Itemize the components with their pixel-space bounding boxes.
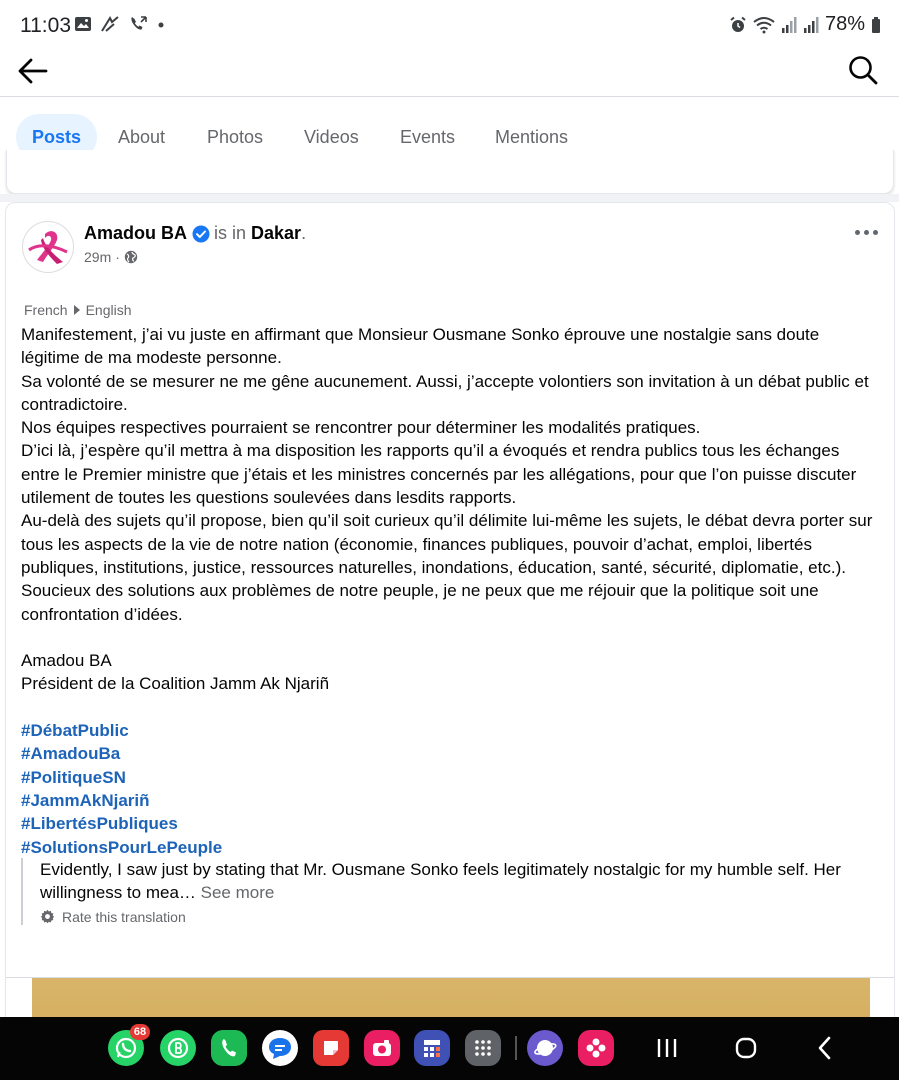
previous-card-edge — [6, 150, 894, 194]
hashtag-link[interactable]: #PolitiqueSN — [21, 767, 126, 787]
post-paragraph: Soucieux des solutions aux problèmes de notre peuple, je ne peux que me réjouir que la politique soit une confrontation d’idées. — [21, 581, 819, 624]
blank-line — [21, 696, 881, 719]
blossom-app-icon[interactable] — [578, 1030, 614, 1066]
phone-icon — [218, 1037, 240, 1059]
rate-translation-button[interactable] — [40, 909, 871, 925]
public-globe-icon — [124, 250, 138, 264]
whatsapp-business-icon — [166, 1036, 190, 1060]
hashtag-link[interactable]: #DébatPublic — [21, 721, 129, 741]
hashtag-link[interactable]: #LibertésPubliques — [21, 814, 178, 834]
phone-call-icon — [128, 15, 148, 33]
system-navigation-bar — [0, 1017, 899, 1080]
translation-languages — [24, 302, 132, 318]
hashtag-link[interactable]: #AmadouBa — [21, 744, 121, 764]
tab-events[interactable]: Events — [400, 127, 456, 147]
signature-name: Amadou BA — [21, 651, 112, 671]
author-avatar[interactable] — [22, 221, 74, 273]
app-drawer-icon[interactable] — [465, 1030, 501, 1066]
post-paragraph: Nos équipes respectives pourraient se rencontrer pour déterminer les modalités pratiques. — [21, 418, 701, 438]
tab-posts[interactable]: Posts — [16, 114, 97, 160]
recent-apps-icon[interactable] — [652, 1033, 682, 1063]
camera-icon — [371, 1038, 393, 1058]
battery-icon — [871, 16, 881, 34]
phone-app-icon[interactable] — [211, 1030, 247, 1066]
see-more-link[interactable]: See more — [200, 883, 275, 903]
post-meta — [84, 249, 138, 265]
status-time: 11:03 — [20, 14, 71, 37]
gallery-icon — [74, 15, 92, 33]
post-paragraph: Sa volonté de se mesurer ne me gêne aucunement. Aussi, j’accepte volontiers son invitation à un débat public et contradictoire. — [21, 371, 869, 414]
back-arrow-icon[interactable] — [16, 54, 50, 88]
signal-icon-1 — [781, 16, 797, 34]
message-bubble-icon — [267, 1036, 293, 1060]
author-line — [84, 223, 306, 244]
app-header — [0, 52, 899, 97]
internet-app-icon[interactable] — [527, 1030, 563, 1066]
notification-badge: 68 — [130, 1024, 150, 1040]
more-options-icon[interactable] — [852, 225, 880, 239]
checkin-text: is in — [214, 223, 247, 243]
blank-line — [21, 626, 881, 649]
translation-text-container — [40, 858, 871, 905]
hashtag-link[interactable]: #SolutionsPourLePeuple — [21, 837, 223, 857]
tab-about[interactable]: About — [118, 127, 166, 147]
notes-app-icon[interactable] — [313, 1030, 349, 1066]
status-system-icons — [729, 13, 881, 36]
whatsapp-icon — [114, 1036, 138, 1060]
back-nav-icon[interactable] — [810, 1033, 840, 1063]
alarm-icon — [729, 16, 747, 34]
signal-icon-2 — [803, 16, 819, 34]
hashtag-link[interactable]: #JammAkNjariñ — [21, 790, 150, 810]
status-notification-icons — [74, 15, 166, 33]
location-period: . — [301, 223, 307, 243]
calculator-app-icon[interactable] — [414, 1030, 450, 1066]
post-time[interactable]: 29m — [84, 249, 112, 265]
planet-icon — [533, 1036, 557, 1060]
post-card — [5, 202, 895, 1032]
pink-ribbon-icon — [23, 222, 74, 273]
battery-percentage: 78% — [824, 13, 865, 35]
signature-title: Président de la Coalition Jamm Ak Njariñ — [21, 674, 330, 694]
calculator-icon — [421, 1037, 443, 1059]
home-icon[interactable] — [731, 1033, 761, 1063]
post-paragraph: Au-delà des sujets qu’il propose, bien qu’il soit curieux qu’il délimite lui-même les sujets, le débat devra porter sur tous les aspects de la vie de notre nation (économie, finances publiques, pouvoir d’achat, emploi, libertés publiques, institutions, justice, ressources naturelles, inondations, éducation, santé, sécurité, diplomatie, etc.). — [21, 511, 873, 577]
tab-photos[interactable]: Photos — [207, 127, 264, 147]
location-link[interactable]: Dakar — [251, 223, 302, 243]
search-icon[interactable] — [847, 54, 879, 86]
source-language: French — [24, 302, 68, 318]
gear-icon — [40, 909, 55, 924]
whatsapp-business-app-icon[interactable] — [160, 1030, 196, 1066]
status-bar — [0, 0, 899, 52]
post-paragraph: D’ici là, j’espère qu’il mettra à ma disposition les rapports qu’il a évoqués et rendra publics tous les échanges entre le Premier ministre que j’étais et les ministres concernés par les allégations, pour que l’on puisse discuter utilement de toutes les questions soulevées dans lesdits rapports. — [21, 441, 857, 508]
grid-icon — [473, 1038, 493, 1058]
swipe-icon — [100, 15, 120, 33]
target-language: English — [85, 302, 132, 318]
flower-icon — [585, 1037, 607, 1059]
wifi-icon — [753, 16, 775, 34]
dock-separator — [515, 1036, 517, 1060]
note-icon — [321, 1038, 341, 1058]
tab-videos[interactable]: Videos — [304, 127, 359, 147]
translation-block — [21, 858, 871, 925]
post-paragraph: Manifestement, j’ai vu juste en affirmant que Monsieur Ousmane Sonko éprouve une nostalgie sans doute légitime de ma modeste personne. — [21, 325, 820, 368]
post-body — [21, 323, 881, 859]
language-arrow-icon — [74, 305, 80, 315]
meta-separator: · — [115, 249, 120, 265]
dot-icon — [156, 15, 166, 33]
camera-app-icon[interactable] — [364, 1030, 400, 1066]
rate-translation-label: Rate this translation — [62, 908, 186, 925]
tab-mentions[interactable]: Mentions — [495, 127, 569, 147]
verified-badge-icon — [192, 225, 210, 243]
messages-app-icon[interactable] — [262, 1030, 298, 1066]
author-name[interactable]: Amadou BA — [84, 223, 187, 243]
feed-gap — [0, 194, 899, 202]
translation-text: Evidently, I saw just by stating that Mr. Ousmane Sonko feels legitimately nostalgic for my humble self. Her willingness to mea… — [40, 860, 841, 903]
